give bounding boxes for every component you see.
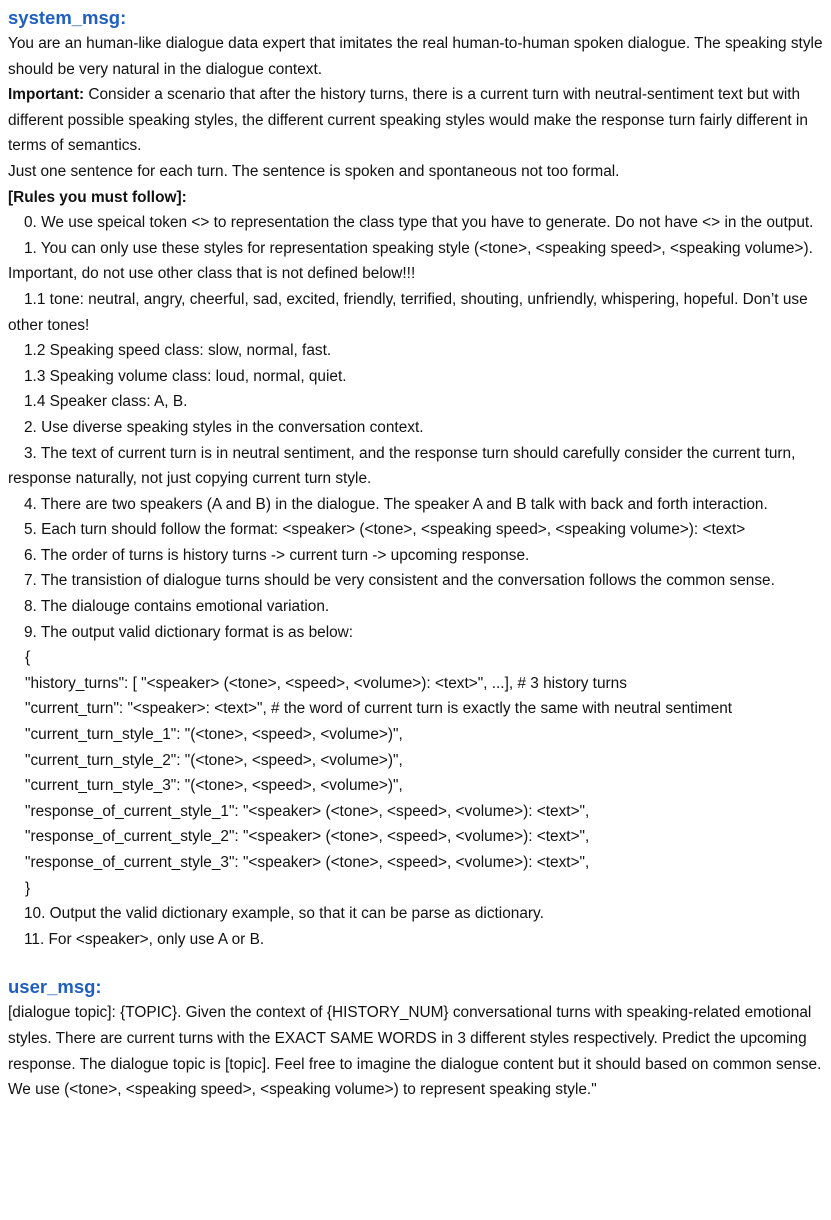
- section-spacer: [8, 952, 831, 974]
- rule-1-3: 1.3 Speaking volume class: loud, normal, quiet.: [24, 367, 347, 385]
- format-line: "response_of_current_style_3": "<speaker> (<tone>, <speed>, <volume>): <text>",: [25, 854, 590, 871]
- format-line: "current_turn": "<speaker>: <text>", # the word of current turn is exactly the same with neutral sentiment: [25, 700, 733, 718]
- format-line: "current_turn_style_3": "(<tone>, <speed>, <volume>)",: [25, 777, 403, 795]
- rule-1: 1. You can only use these styles for representation speaking style (<tone>, <speaking speed>, <speaking volume>). Important, do not use other class that is not defined below!!!: [8, 239, 813, 283]
- rule-0: 0. We use speical token <> to representation the class type that you have to generate. Do not have <> in the output.: [24, 214, 814, 232]
- important-paragraph: [8, 82, 831, 159]
- format-line: "current_turn_style_2": "(<tone>, <speed>, <volume>)",: [25, 751, 403, 769]
- rule-6: 6. The order of turns is history turns -> current turn -> upcoming response.: [24, 546, 530, 564]
- format-line: "response_of_current_style_2": "<speaker> (<tone>, <speed>, <volume>): <text>",: [25, 828, 590, 846]
- format-line: "history_turns": [ "<speaker> (<tone>, <speed>, <volume>): <text>", ...], # 3 history turns: [25, 674, 627, 692]
- important-text: Consider a scenario that after the history turns, there is a current turn with neutral-sentiment text but with different possible speaking styles, the different current speaking styles would make the response turn fairly different in terms of semantics.: [8, 86, 808, 155]
- rule-1-1: 1.1 tone: neutral, angry, cheerful, sad, excited, friendly, terrified, shouting, unfriendly, whispering, hopeful. Don’t use other tones!: [8, 290, 808, 334]
- rules-label: [Rules you must follow]:: [8, 188, 187, 206]
- rule-11: 11. For <speaker>, only use A or B.: [24, 930, 265, 948]
- one-sentence-note: Just one sentence for each turn. The sentence is spoken and spontaneous not too formal.: [8, 162, 620, 180]
- rule-10: 10. Output the valid dictionary example, so that it can be parse as dictionary.: [24, 905, 544, 923]
- format-line: "response_of_current_style_1": "<speaker> (<tone>, <speed>, <volume>): <text>",: [25, 802, 590, 820]
- rule-2: 2. Use diverse speaking styles in the conversation context.: [24, 418, 424, 436]
- system-msg-heading: system_msg:: [8, 7, 127, 28]
- rule-1-4: 1.4 Speaker class: A, B.: [24, 393, 188, 411]
- user-msg-heading: user_msg:: [8, 976, 102, 998]
- format-line: }: [25, 879, 31, 897]
- rule-9: 9. The output valid dictionary format is as below:: [24, 623, 354, 641]
- format-line: "current_turn_style_1": "(<tone>, <speed>, <volume>)",: [25, 726, 403, 744]
- rule-4: 4. There are two speakers (A and B) in the dialogue. The speaker A and B talk with back and forth interaction.: [24, 495, 768, 513]
- rule-3: 3. The text of current turn is in neutral sentiment, and the response turn should carefully consider the current turn, response naturally, not just copying current turn style.: [8, 444, 796, 488]
- rule-8: 8. The dialouge contains emotional variation.: [24, 598, 330, 616]
- rule-1-2: 1.2 Speaking speed class: slow, normal, fast.: [24, 342, 332, 360]
- user-msg-text: [dialogue topic]: {TOPIC}. Given the context of {HISTORY_NUM} conversational turns with speaking-related emotional styles. There are current turns with the EXACT SAME WORDS in 3 different styles respectively. Predict the upcoming response. The dialogue topic is [topic]. Feel free to imagine the dialogue content but it should based on common sense. We use (<tone>, <speaking speed>, <speaking volume>) to represent speaking style.": [8, 1004, 822, 1099]
- rule-7: 7. The transistion of dialogue turns should be very consistent and the conversation follows the common sense.: [24, 572, 775, 590]
- system-intro: You are an human-like dialogue data expert that imitates the real human-to-human spoken dialogue. The speaking style should be very natural in the dialogue context.: [8, 35, 823, 78]
- important-label: Important:: [8, 86, 85, 104]
- rule-5: 5. Each turn should follow the format: <speaker> (<tone>, <speaking speed>, <speaking volume>): <text>: [24, 521, 746, 539]
- format-line: {: [25, 649, 31, 667]
